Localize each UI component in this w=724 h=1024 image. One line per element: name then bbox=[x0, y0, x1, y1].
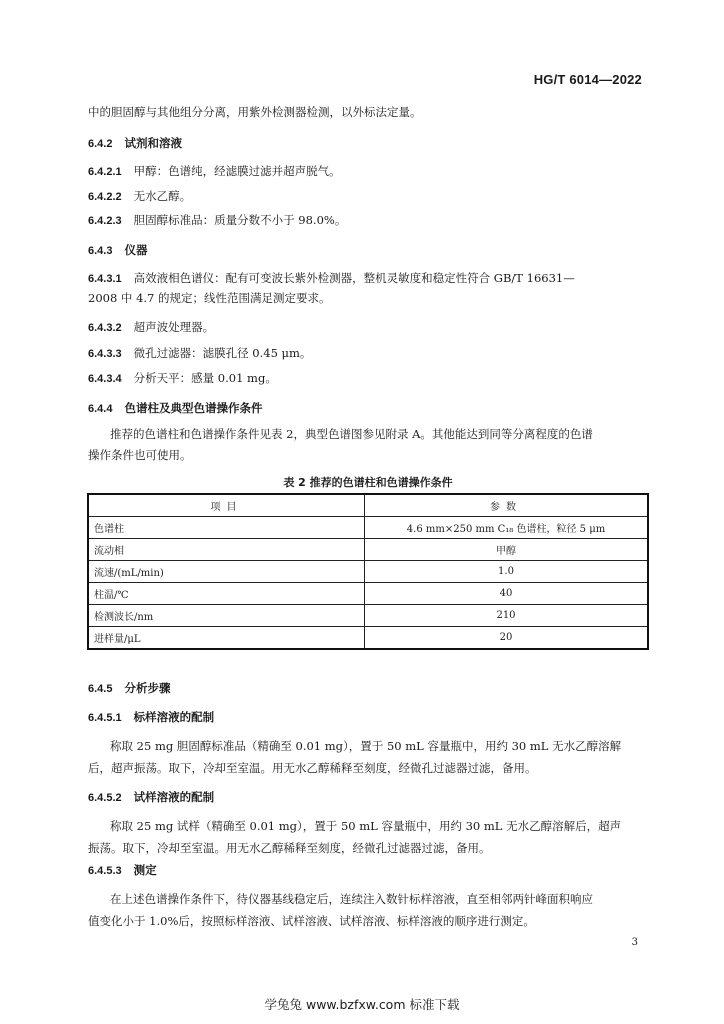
item-number: 6.4.2.2 bbox=[88, 191, 122, 203]
table-header-parameter: 参数 bbox=[365, 494, 649, 517]
section-number: 6.4.2 bbox=[88, 138, 113, 150]
section-title: 试剂和溶液 bbox=[124, 136, 182, 150]
section-6-4-5-2 bbox=[88, 789, 648, 806]
table-cell-value: 甲醇 bbox=[365, 539, 649, 561]
item-6-4-3-2 bbox=[88, 319, 648, 336]
item-number: 6.4.2.1 bbox=[88, 166, 122, 178]
item-text: 无水乙醇。 bbox=[133, 189, 192, 203]
table-header-row bbox=[88, 494, 648, 517]
table-row bbox=[88, 517, 648, 539]
section-6-4-5-1 bbox=[88, 709, 648, 726]
paragraph-line: 在上述色谱操作条件下，待仪器基线稳定后，连续注入数针标样溶液，直至相邻两针峰面积响应 bbox=[110, 892, 593, 906]
section-6-4-4 bbox=[88, 400, 648, 417]
item-6-4-3-1 bbox=[88, 270, 648, 287]
item-number: 6.4.3.1 bbox=[88, 273, 122, 285]
paragraph-line: 操作条件也可使用。 bbox=[88, 448, 192, 462]
table-caption: 表 2 推荐的色谱柱和色谱操作条件 bbox=[283, 476, 453, 489]
table-cell-value: 210 bbox=[365, 605, 649, 627]
footer-watermark: 学兔兔 www.bzfxw.com 标准下载 bbox=[264, 997, 460, 1012]
item-6-4-2-1 bbox=[88, 163, 648, 180]
table-cell-item: 色谱柱 bbox=[88, 517, 365, 539]
paragraph-line: 值变化小于 1.0%后，按照标样溶液、试样溶液、试样溶液、标样溶液的顺序进行测定。 bbox=[88, 914, 535, 928]
item-6-4-3-1-continued: 2008 中 4.7 的规定；线性范围满足测定要求。 bbox=[88, 291, 331, 305]
item-text: 甲醇：色谱纯，经滤膜过滤并超声脱气。 bbox=[133, 164, 341, 178]
paragraph-line: 称取 25 mg 试样（精确至 0.01 mg），置于 50 mL 容量瓶中，用约 30 mL 无水乙醇溶解后，超声 bbox=[110, 819, 622, 833]
item-number: 6.4.3.4 bbox=[88, 373, 122, 385]
item-6-4-3-4 bbox=[88, 370, 648, 387]
section-number: 6.4.3 bbox=[88, 245, 113, 257]
table-cell-item: 进样量/μL bbox=[88, 627, 365, 650]
section-6-4-5-3 bbox=[88, 862, 648, 879]
paragraph-line: 中的胆固醇与其他组分分离，用紫外检测器检测，以外标法定量。 bbox=[88, 105, 422, 119]
item-text: 分析天平：感量 0.01 mg。 bbox=[133, 371, 277, 385]
table-cell-value: 20 bbox=[365, 627, 649, 650]
paragraph-line: 后，超声振荡。取下，冷却至室温。用无水乙醇稀释至刻度，经微孔过滤器过滤，备用。 bbox=[88, 761, 537, 775]
item-number: 6.4.3.2 bbox=[88, 322, 122, 334]
table-row bbox=[88, 583, 648, 605]
table-cell-item: 检测波长/nm bbox=[88, 605, 365, 627]
section-title: 标样溶液的配制 bbox=[133, 710, 215, 724]
paragraph-line: 推荐的色谱柱和色谱操作条件见表 2，典型色谱图参见附录 A。其他能达到同等分离程度的色谱 bbox=[110, 427, 593, 441]
table-cell-item: 流动相 bbox=[88, 539, 365, 561]
section-number: 6.4.5.1 bbox=[88, 712, 122, 724]
section-title: 分析步骤 bbox=[124, 681, 171, 695]
paragraph-line: 振荡。取下，冷却至室温。用无水乙醇稀释至刻度，经微孔过滤器过滤，备用。 bbox=[88, 841, 491, 855]
item-text: 胆固醇标准品：质量分数不小于 98.0%。 bbox=[133, 213, 347, 227]
item-text: 超声波处理器。 bbox=[133, 320, 215, 334]
section-6-4-2 bbox=[88, 135, 648, 152]
section-number: 6.4.5 bbox=[88, 683, 113, 695]
table-cell-item: 流速/(mL/min) bbox=[88, 561, 365, 583]
item-number: 6.4.2.3 bbox=[88, 215, 122, 227]
section-6-4-3 bbox=[88, 242, 648, 259]
item-6-4-3-3 bbox=[88, 345, 648, 362]
table-cell-value: 4.6 mm×250 mm C₁₈ 色谱柱，粒径 5 μm bbox=[365, 517, 649, 539]
section-title: 色谱柱及典型色谱操作条件 bbox=[124, 401, 263, 415]
table-cell-value: 40 bbox=[365, 583, 649, 605]
item-6-4-2-3 bbox=[88, 212, 648, 229]
section-title: 仪器 bbox=[124, 243, 148, 257]
standard-code: HG/T 6014—2022 bbox=[533, 72, 642, 87]
table-cell-value: 1.0 bbox=[365, 561, 649, 583]
item-6-4-2-2 bbox=[88, 188, 648, 205]
table-cell-item: 柱温/℃ bbox=[88, 583, 365, 605]
section-number: 6.4.4 bbox=[88, 403, 113, 415]
paragraph-line: 称取 25 mg 胆固醇标准品（精确至 0.01 mg），置于 50 mL 容量瓶中，用约 30 mL 无水乙醇溶解 bbox=[110, 739, 622, 753]
item-text: 高效液相色谱仪：配有可变波长紫外检测器，整机灵敏度和稳定性符合 GB/T 16631— bbox=[133, 271, 575, 285]
section-number: 6.4.5.3 bbox=[88, 865, 122, 877]
table-row bbox=[88, 539, 648, 561]
item-text: 微孔过滤器：滤膜孔径 0.45 μm。 bbox=[133, 346, 312, 360]
chromatography-conditions-table bbox=[87, 493, 649, 650]
page-number: 3 bbox=[631, 937, 638, 948]
table-row bbox=[88, 627, 648, 650]
section-title: 测定 bbox=[133, 863, 157, 877]
section-6-4-5 bbox=[88, 680, 648, 697]
item-number: 6.4.3.3 bbox=[88, 348, 122, 360]
table-header-item: 项目 bbox=[88, 494, 365, 517]
section-title: 试样溶液的配制 bbox=[133, 790, 215, 804]
section-number: 6.4.5.2 bbox=[88, 792, 122, 804]
table-row bbox=[88, 605, 648, 627]
table-row bbox=[88, 561, 648, 583]
